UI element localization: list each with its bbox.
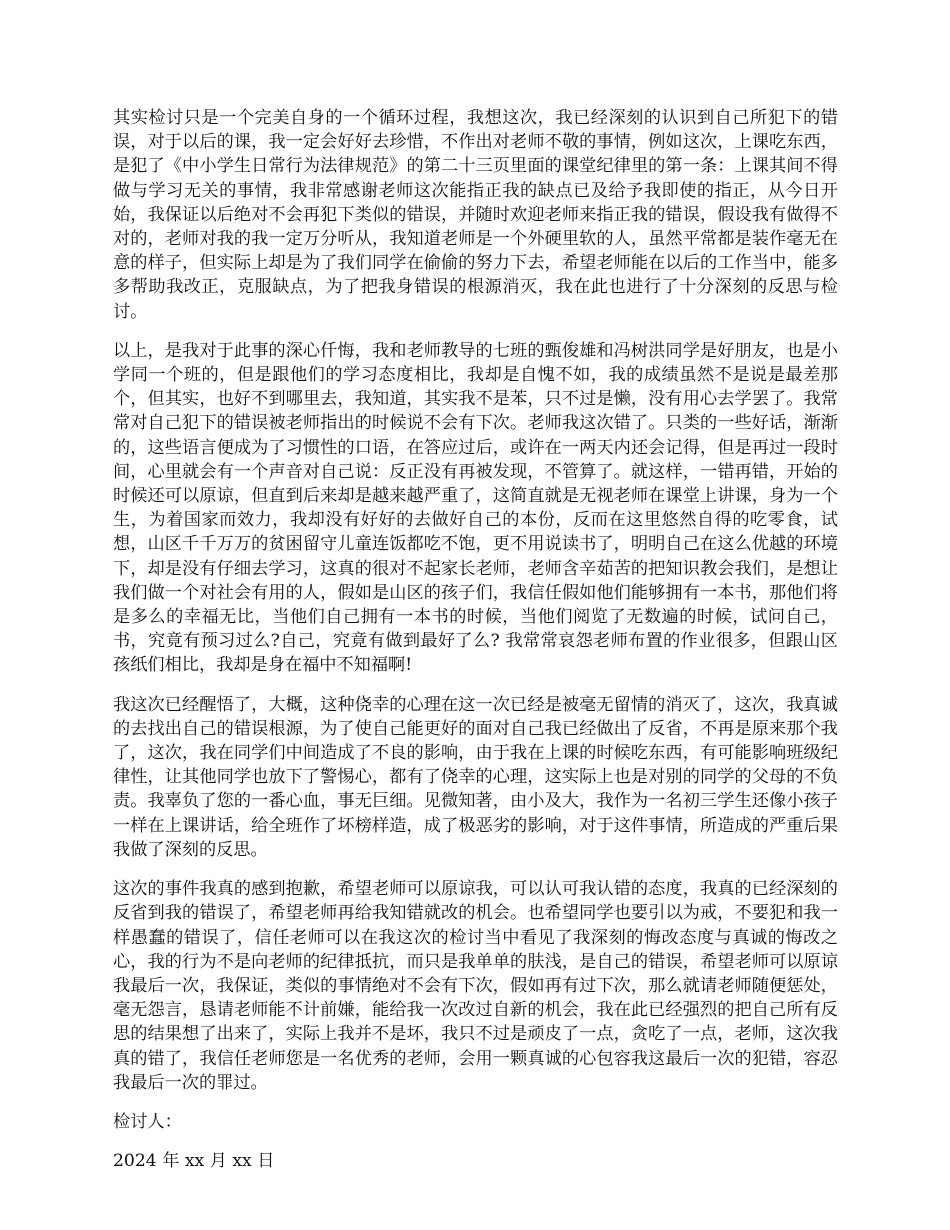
signature-label: 检讨人： [113, 1111, 182, 1132]
paragraph-3: 我这次已经醒悟了，大概，这种侥幸的心理在这一次已经是被毫无留情的消灭了，这次，我真诚的去找出自己的错误根源，为了使自己能更好的面对自己我已经做出了反省，不再是原来那个我了，这次，我在同学们中间造成了不良的影响，由于我在上课的时候吃东西，有可能影响班级纪律性，让其他同学也放下了警惕心，都有了侥幸的心理，这实际上也是对别的同学的父母的不负责。我辜负了您的一番心血，事无巨细。见微知著，由小及大，我作为一名初三学生还像小孩子一样在上课讲话，给全班作了坏榜样造，成了极恶劣的影响，对于这件事情，所造成的严重后果我做了深刻的反思。 [113, 694, 838, 860]
paragraph-1: 其实检讨只是一个完美自身的一个循环过程，我想这次，我已经深刻的认识到自己所犯下的错误，对于以后的课，我一定会好好去珍惜，不作出对老师不敬的事情，例如这次，上课吃东西，是犯了《中小学生日常行为法律规范》的第二十三页里面的课堂纪律里的第一条：上课其间不得做与学习无关的事情，我非常感谢老师这次能指正我的缺点已及给予我即使的指正，从今日开始，我保证以后绝对不会再犯下类似的错误，并随时欢迎老师来指正我的错误，假设我有做得不对的，老师对我的我一定万分听从，我知道老师是一个外硬里软的人，虽然平常都是装作毫无在意的样子，但实际上却是为了我们同学在偷偷的努力下去，希望老师能在以后的工作当中，能多多帮助我改正，克服缺点，为了把我身错误的根源消灭，我在此也进行了十分深刻的反思与检讨。 [113, 108, 838, 322]
document-page [113, 106, 838, 1188]
date-line: 2024 年 xx 月 xx 日 [113, 1151, 275, 1172]
paragraph-2: 以上，是我对于此事的深心仟悔，我和老师教导的七班的甄俊雄和冯树洪同学是好朋友，也是小学同一个班的，但是跟他们的学习态度相比，我却是自愧不如，我的成绩虽然不是说是最差那个，但其实，也好不到哪里去，我知道，其实我不是苯，只不过是懒，没有用心去学罢了。我常常对自己犯下的错误被老师指出的时候说不会有下次。老师我这次错了。只类的一些好话，渐渐的，这些语言便成为了习惯性的口语，在答应过后，或许在一两天内还会记得，但是再过一段时间，心里就会有一个声音对自己说：反正没有再被发现，不管算了。就这样，一错再错，开始的时候还可以原谅，但直到后来却是越来越严重了，这简直就是无视老师在课堂上讲课，身为一个生，为着国家而效力，我却没有好好的去做好自己的本份，反而在这里悠然自得的吃零食，试想，山区千千万万的贫困留守儿童连饭都吃不饱，更不用说读书了，明明自己在这么优越的环境下，却是没有仔细去学习，这真的很对不起家长老师，老师含辛茹苦的把知识教会我们，是想让我们做一个对社会有用的人，假如是山区的孩子们，我信任假如他们能够拥有一本书，那他们将是多么的幸福无比，当他们自己拥有一本书的时候，当他们阅览了无数遍的时候，试问自己，书，究竟有预习过么?自己，究竟有做到最好了么? 我常常哀怨老师布置的作业很多，但跟山区孩纸们相比，我却是身在福中不知福啊! [113, 340, 838, 676]
paragraph-4: 这次的事件我真的感到抱歉，希望老师可以原谅我，可以认可我认错的态度，我真的已经深刻的反省到我的错误了，希望老师再给我知错就改的机会。也希望同学也要引以为戒，不要犯和我一样愚蠢的错误了，信任老师可以在我这次的检讨当中看见了我深刻的悔改态度与真诚的悔改之心，我的行为不是向老师的纪律抵抗，而只是我单单的肤浅，是自己的错误，希望老师可以原谅我最后一次，我保证，类似的事情绝对不会有下次，假如再有过下次，那么就请老师随便惩处，毫无怨言，恳请老师能不计前嫌，能给我一次改过自新的机会，我在此已经强烈的把自己所有反思的结果想了出来了，实际上我并不是坏，我只不过是顽皮了一点，贪吃了一点，老师，这次我真的错了，我信任老师您是一名优秀的老师，会用一颗真诚的心包容我这最后一次的犯错，容忍我最后一次的罪过。 [113, 879, 838, 1093]
